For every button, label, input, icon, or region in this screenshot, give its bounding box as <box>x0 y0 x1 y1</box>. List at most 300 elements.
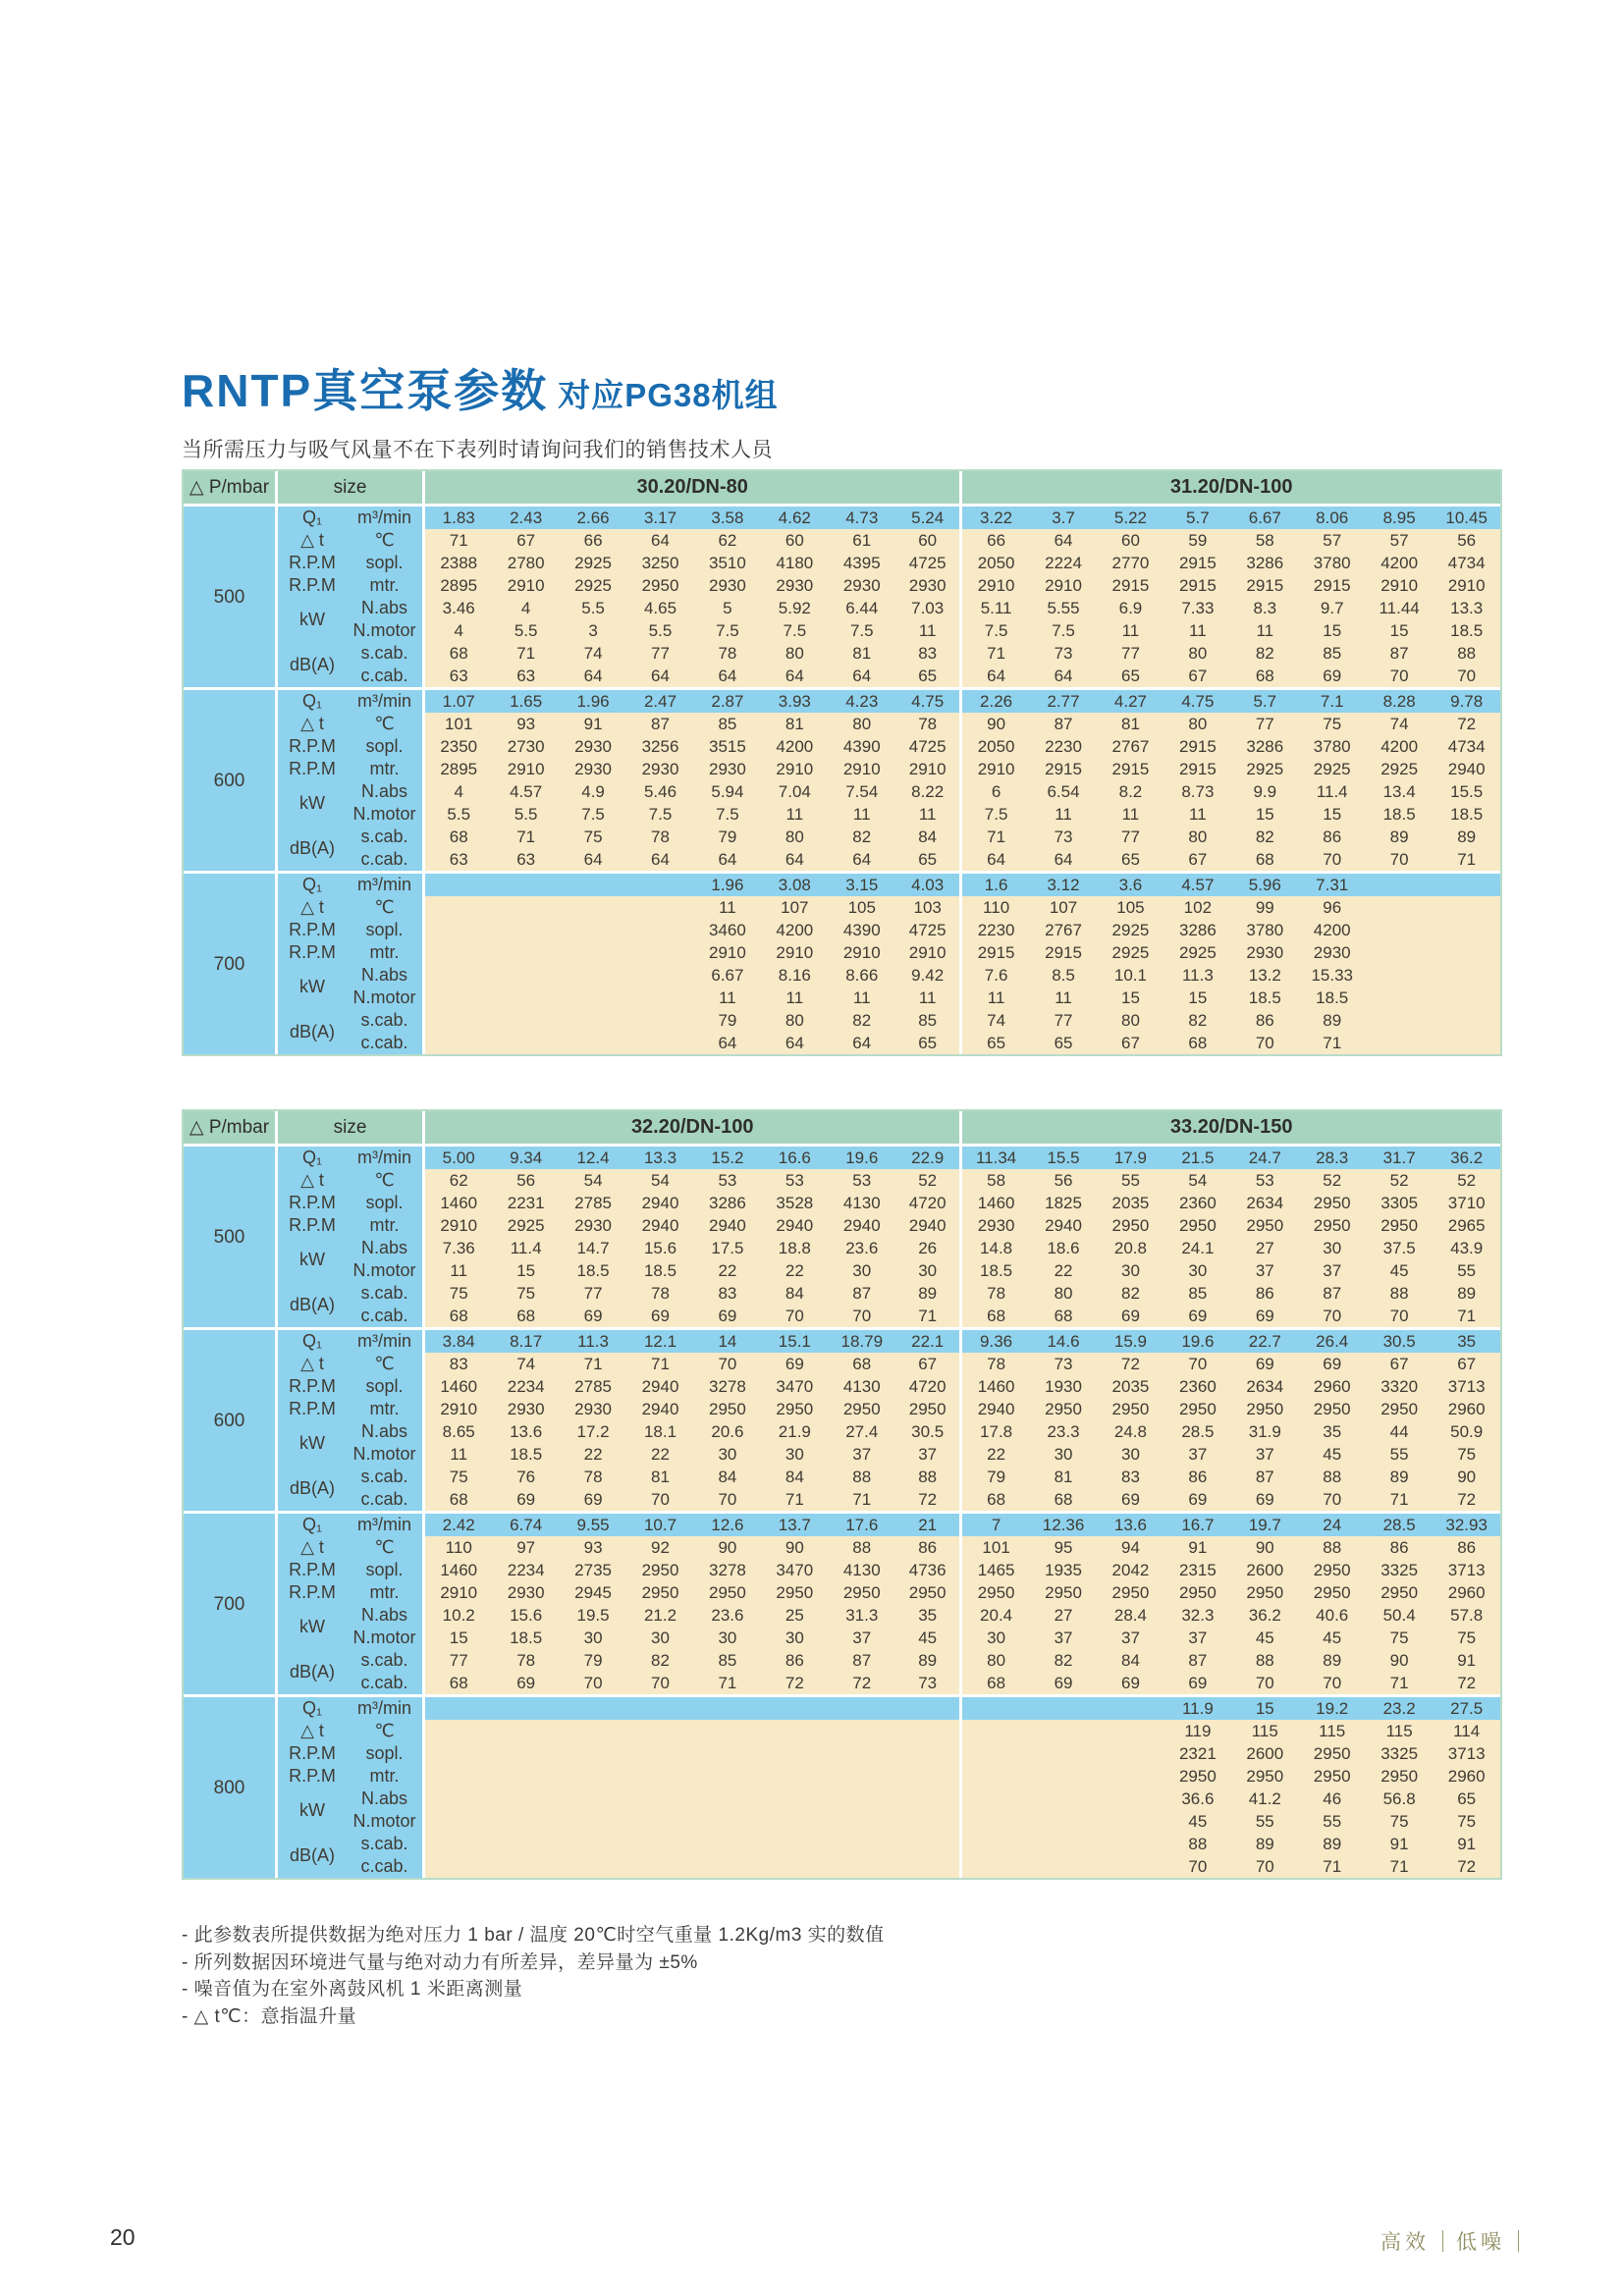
value-cell: 2910 <box>1433 574 1500 597</box>
value-cell: 2785 <box>560 1192 626 1214</box>
value-cell: 67 <box>1366 1353 1433 1375</box>
value-cell: 2780 <box>492 552 559 574</box>
value-cell: 7.33 <box>1164 597 1231 619</box>
value-cell <box>492 964 559 987</box>
value-cell: 15.5 <box>1030 1144 1097 1169</box>
value-cell: 78 <box>895 713 962 735</box>
value-cell <box>1097 1855 1163 1878</box>
value-cell: 82 <box>626 1649 693 1672</box>
value-cell <box>1030 1694 1097 1720</box>
value-cell: 7.5 <box>829 619 895 642</box>
value-cell: 70 <box>1299 848 1366 871</box>
value-cell: 70 <box>1299 1672 1366 1694</box>
value-cell: 89 <box>895 1649 962 1672</box>
unit-label: N.abs <box>347 1604 425 1627</box>
slogan-word: 高效 <box>1380 2231 1430 2254</box>
value-cell <box>761 1833 828 1855</box>
value-cell: 45 <box>1366 1259 1433 1282</box>
value-cell: 64 <box>761 665 828 687</box>
value-cell: 2915 <box>962 941 1029 964</box>
value-cell: 54 <box>560 1169 626 1192</box>
unit-label: s.cab. <box>347 1649 425 1672</box>
value-cell: 21.5 <box>1164 1144 1231 1169</box>
value-cell <box>895 1855 962 1878</box>
value-cell: 13.7 <box>761 1511 828 1536</box>
value-cell: 2.77 <box>1030 687 1097 713</box>
value-cell: 2950 <box>1030 1398 1097 1420</box>
value-cell: 2785 <box>560 1375 626 1398</box>
value-cell: 77 <box>626 642 693 665</box>
value-cell: 87 <box>1299 1282 1366 1305</box>
value-cell: 2.43 <box>492 504 559 529</box>
value-cell: 2925 <box>1097 941 1163 964</box>
unit-label: mtr. <box>347 574 425 597</box>
value-cell: 2940 <box>626 1375 693 1398</box>
value-cell: 9.55 <box>560 1511 626 1536</box>
value-cell: 80 <box>1097 1009 1163 1032</box>
value-cell: 70 <box>761 1305 828 1327</box>
value-cell: 6.67 <box>1231 504 1298 529</box>
value-cell <box>895 1833 962 1855</box>
value-cell: 1460 <box>425 1192 492 1214</box>
value-cell: 85 <box>1299 642 1366 665</box>
value-cell: 2950 <box>1164 1398 1231 1420</box>
value-cell: 70 <box>1231 1672 1298 1694</box>
value-cell: 65 <box>895 1032 962 1054</box>
value-cell: 20.8 <box>1097 1237 1163 1259</box>
value-cell: 5.55 <box>1030 597 1097 619</box>
value-cell: 3528 <box>761 1192 828 1214</box>
value-cell: 85 <box>1164 1282 1231 1305</box>
value-cell <box>962 1788 1029 1810</box>
value-cell: 4.73 <box>829 504 895 529</box>
value-cell: 57.8 <box>1433 1604 1500 1627</box>
pressure-column-header: △ P/mbar <box>184 1111 278 1144</box>
value-cell: 88 <box>829 1536 895 1559</box>
value-cell: 15 <box>1366 619 1433 642</box>
value-cell: 2915 <box>1097 574 1163 597</box>
value-cell: 2.66 <box>560 504 626 529</box>
value-cell <box>626 1855 693 1878</box>
value-cell: 2315 <box>1164 1559 1231 1581</box>
value-cell <box>626 987 693 1009</box>
param-label: Q₁ <box>278 871 347 896</box>
value-cell: 65 <box>962 1032 1029 1054</box>
value-cell: 30 <box>761 1627 828 1649</box>
value-cell: 80 <box>1164 826 1231 848</box>
value-cell <box>560 871 626 896</box>
value-cell: 69 <box>1299 665 1366 687</box>
value-cell: 2930 <box>560 1398 626 1420</box>
value-cell: 2950 <box>895 1398 962 1420</box>
value-cell: 8.95 <box>1366 504 1433 529</box>
value-cell: 75 <box>1433 1810 1500 1833</box>
unit-label: sopl. <box>347 919 425 941</box>
value-cell: 2915 <box>1164 758 1231 780</box>
value-cell: 71 <box>1366 1488 1433 1511</box>
value-cell: 65 <box>1097 848 1163 871</box>
footer-slogan <box>1380 2226 1519 2256</box>
value-cell: 64 <box>1030 665 1097 687</box>
value-cell: 2950 <box>761 1398 828 1420</box>
unit-label: sopl. <box>347 1559 425 1581</box>
unit-label: N.motor <box>347 1443 425 1466</box>
value-cell: 69 <box>492 1488 559 1511</box>
value-cell: 3325 <box>1366 1559 1433 1581</box>
unit-label: c.cab. <box>347 665 425 687</box>
value-cell: 83 <box>694 1282 761 1305</box>
value-cell: 67 <box>1164 665 1231 687</box>
value-cell <box>829 1788 895 1810</box>
value-cell: 30 <box>1030 1443 1097 1466</box>
param-label: dB(A) <box>278 1009 347 1054</box>
value-cell <box>694 1788 761 1810</box>
value-cell: 73 <box>1030 826 1097 848</box>
value-cell: 2910 <box>492 758 559 780</box>
value-cell: 86 <box>1433 1536 1500 1559</box>
value-cell: 44 <box>1366 1420 1433 1443</box>
value-cell <box>1097 1788 1163 1810</box>
value-cell: 4130 <box>829 1375 895 1398</box>
size-column-header: size <box>278 471 425 504</box>
value-cell: 15 <box>1299 619 1366 642</box>
value-cell: 11 <box>895 987 962 1009</box>
value-cell: 90 <box>1433 1466 1500 1488</box>
value-cell: 30 <box>694 1443 761 1466</box>
value-cell: 6.44 <box>829 597 895 619</box>
value-cell: 2360 <box>1164 1192 1231 1214</box>
value-cell: 77 <box>1030 1009 1097 1032</box>
value-cell: 86 <box>1366 1536 1433 1559</box>
value-cell: 11 <box>694 987 761 1009</box>
value-cell: 75 <box>1433 1443 1500 1466</box>
unit-label: s.cab. <box>347 642 425 665</box>
value-cell: 6 <box>962 780 1029 803</box>
value-cell: 30.5 <box>1366 1327 1433 1353</box>
value-cell: 4720 <box>895 1192 962 1214</box>
value-cell: 18.5 <box>492 1627 559 1649</box>
value-cell: 4.27 <box>1097 687 1163 713</box>
value-cell <box>492 871 559 896</box>
value-cell: 2950 <box>1164 1581 1231 1604</box>
value-cell: 72 <box>895 1488 962 1511</box>
value-cell: 64 <box>962 665 1029 687</box>
value-cell: 59 <box>1164 529 1231 552</box>
value-cell: 115 <box>1231 1720 1298 1742</box>
value-cell: 80 <box>1030 1282 1097 1305</box>
value-cell: 11 <box>761 987 828 1009</box>
value-cell: 67 <box>1433 1353 1500 1375</box>
value-cell: 2950 <box>626 1559 693 1581</box>
value-cell: 70 <box>694 1488 761 1511</box>
value-cell <box>626 896 693 919</box>
value-cell <box>1097 1742 1163 1765</box>
value-cell: 2950 <box>1299 1581 1366 1604</box>
unit-label: mtr. <box>347 758 425 780</box>
value-cell: 82 <box>1231 642 1298 665</box>
value-cell: 3.84 <box>425 1327 492 1353</box>
value-cell: 72 <box>761 1672 828 1694</box>
value-cell: 67 <box>895 1353 962 1375</box>
value-cell: 2915 <box>1164 735 1231 758</box>
value-cell: 63 <box>425 665 492 687</box>
value-cell: 2388 <box>425 552 492 574</box>
value-cell: 2050 <box>962 552 1029 574</box>
value-cell: 11 <box>895 619 962 642</box>
value-cell: 3713 <box>1433 1559 1500 1581</box>
value-cell: 30 <box>895 1259 962 1282</box>
size-column-header: size <box>278 1111 425 1144</box>
value-cell: 30.5 <box>895 1420 962 1443</box>
value-cell: 3460 <box>694 919 761 941</box>
value-cell: 12.4 <box>560 1144 626 1169</box>
value-cell: 11 <box>1164 619 1231 642</box>
value-cell: 68 <box>962 1672 1029 1694</box>
value-cell: 9.36 <box>962 1327 1029 1353</box>
value-cell: 37 <box>1299 1259 1366 1282</box>
value-cell: 2950 <box>1299 1765 1366 1788</box>
value-cell: 20.4 <box>962 1604 1029 1627</box>
value-cell: 9.9 <box>1231 780 1298 803</box>
value-cell: 12.1 <box>626 1327 693 1353</box>
value-cell: 65 <box>1030 1032 1097 1054</box>
value-cell: 67 <box>492 529 559 552</box>
value-cell: 77 <box>1097 642 1163 665</box>
value-cell: 50.4 <box>1366 1604 1433 1627</box>
value-cell: 2940 <box>895 1214 962 1237</box>
value-cell: 78 <box>626 1282 693 1305</box>
value-cell: 7.03 <box>895 597 962 619</box>
value-cell: 95 <box>1030 1536 1097 1559</box>
value-cell: 90 <box>694 1536 761 1559</box>
value-cell: 71 <box>694 1672 761 1694</box>
value-cell: 13.3 <box>626 1144 693 1169</box>
value-cell <box>1030 1765 1097 1788</box>
value-cell: 11 <box>694 896 761 919</box>
value-cell: 2930 <box>895 574 962 597</box>
value-cell: 2231 <box>492 1192 559 1214</box>
value-cell: 3286 <box>1231 735 1298 758</box>
unit-label: c.cab. <box>347 848 425 871</box>
value-cell: 2234 <box>492 1375 559 1398</box>
value-cell: 70 <box>1299 1305 1366 1327</box>
slogan-divider <box>1442 2230 1443 2252</box>
value-cell: 19.2 <box>1299 1694 1366 1720</box>
value-cell: 83 <box>1097 1466 1163 1488</box>
value-cell: 70 <box>560 1672 626 1694</box>
value-cell: 69 <box>1097 1305 1163 1327</box>
value-cell: 70 <box>626 1672 693 1694</box>
value-cell <box>1433 1032 1500 1054</box>
value-cell: 2950 <box>1231 1398 1298 1420</box>
value-cell: 107 <box>1030 896 1097 919</box>
value-cell: 15 <box>492 1259 559 1282</box>
value-cell: 2950 <box>1097 1398 1163 1420</box>
value-cell: 23.6 <box>694 1604 761 1627</box>
unit-label: m³/min <box>347 871 425 896</box>
unit-label: ℃ <box>347 1169 425 1192</box>
value-cell: 71 <box>962 642 1029 665</box>
param-label: Q₁ <box>278 687 347 713</box>
unit-label: s.cab. <box>347 1466 425 1488</box>
unit-label: s.cab. <box>347 1009 425 1032</box>
value-cell: 2910 <box>829 758 895 780</box>
value-cell: 1460 <box>962 1375 1029 1398</box>
value-cell: 1460 <box>425 1375 492 1398</box>
value-cell: 58 <box>962 1169 1029 1192</box>
unit-label: s.cab. <box>347 1833 425 1855</box>
value-cell <box>626 1694 693 1720</box>
value-cell: 2910 <box>425 1214 492 1237</box>
value-cell <box>1366 919 1433 941</box>
value-cell <box>560 1833 626 1855</box>
value-cell: 3.12 <box>1030 871 1097 896</box>
value-cell: 64 <box>694 1032 761 1054</box>
value-cell: 72 <box>1433 1855 1500 1878</box>
value-cell: 64 <box>761 848 828 871</box>
value-cell: 7.31 <box>1299 871 1366 896</box>
value-cell: 57 <box>1299 529 1366 552</box>
value-cell: 2042 <box>1097 1559 1163 1581</box>
value-cell: 2035 <box>1097 1375 1163 1398</box>
value-cell: 3286 <box>1231 552 1298 574</box>
value-cell <box>895 1765 962 1788</box>
value-cell: 75 <box>560 826 626 848</box>
value-cell: 2950 <box>1299 1559 1366 1581</box>
value-cell: 78 <box>962 1282 1029 1305</box>
value-cell: 24.1 <box>1164 1237 1231 1259</box>
value-cell: 87 <box>1231 1466 1298 1488</box>
value-cell: 4395 <box>829 552 895 574</box>
value-cell: 5.92 <box>761 597 828 619</box>
param-label: Q₁ <box>278 1327 347 1353</box>
value-cell: 45 <box>1231 1627 1298 1649</box>
value-cell: 57 <box>1366 529 1433 552</box>
value-cell <box>761 1742 828 1765</box>
value-cell: 2925 <box>1097 919 1163 941</box>
value-cell <box>761 1694 828 1720</box>
value-cell: 3320 <box>1366 1375 1433 1398</box>
value-cell: 5.94 <box>694 780 761 803</box>
value-cell: 71 <box>425 529 492 552</box>
value-cell: 75 <box>425 1282 492 1305</box>
value-cell: 22.9 <box>895 1144 962 1169</box>
value-cell <box>829 1810 895 1833</box>
value-cell <box>761 1720 828 1742</box>
value-cell: 80 <box>761 826 828 848</box>
value-cell: 9.78 <box>1433 687 1500 713</box>
value-cell: 2770 <box>1097 552 1163 574</box>
param-label: R.P.M <box>278 552 347 574</box>
value-cell: 2930 <box>626 758 693 780</box>
unit-label: m³/min <box>347 1511 425 1536</box>
value-cell: 86 <box>1299 826 1366 848</box>
value-cell <box>761 1765 828 1788</box>
value-cell: 4.23 <box>829 687 895 713</box>
unit-label: s.cab. <box>347 826 425 848</box>
value-cell: 3.46 <box>425 597 492 619</box>
value-cell <box>1030 1833 1097 1855</box>
value-cell: 71 <box>829 1488 895 1511</box>
value-cell <box>492 941 559 964</box>
footnotes <box>182 1922 885 2030</box>
value-cell <box>829 1720 895 1742</box>
value-cell: 8.06 <box>1299 504 1366 529</box>
value-cell: 2940 <box>829 1214 895 1237</box>
value-cell: 18.8 <box>761 1237 828 1259</box>
value-cell: 1460 <box>425 1559 492 1581</box>
value-cell: 91 <box>1164 1536 1231 1559</box>
unit-label: N.motor <box>347 1627 425 1649</box>
value-cell: 69 <box>1231 1488 1298 1511</box>
unit-label: ℃ <box>347 1720 425 1742</box>
value-cell <box>425 1009 492 1032</box>
value-cell: 71 <box>1433 1305 1500 1327</box>
value-cell: 14.8 <box>962 1237 1029 1259</box>
value-cell: 7 <box>962 1511 1029 1536</box>
value-cell: 2910 <box>492 574 559 597</box>
value-cell: 64 <box>829 1032 895 1054</box>
param-label: Q₁ <box>278 1511 347 1536</box>
value-cell: 9.34 <box>492 1144 559 1169</box>
value-cell: 2.42 <box>425 1511 492 1536</box>
value-cell: 17.9 <box>1097 1144 1163 1169</box>
value-cell: 73 <box>1030 642 1097 665</box>
value-cell <box>560 1032 626 1054</box>
value-cell: 91 <box>1366 1833 1433 1855</box>
value-cell: 90 <box>1366 1649 1433 1672</box>
value-cell: 8.5 <box>1030 964 1097 987</box>
value-cell: 4725 <box>895 552 962 574</box>
value-cell: 69 <box>1097 1488 1163 1511</box>
param-label: R.P.M <box>278 1581 347 1604</box>
value-cell: 2950 <box>829 1398 895 1420</box>
value-cell: 1460 <box>962 1192 1029 1214</box>
value-cell <box>560 1009 626 1032</box>
value-cell: 2915 <box>1164 574 1231 597</box>
value-cell <box>492 987 559 1009</box>
footnote-line: - 噪音值为在室外离鼓风机 1 米距离测量 <box>182 1979 523 2000</box>
value-cell: 78 <box>626 826 693 848</box>
unit-label: ℃ <box>347 1353 425 1375</box>
param-label: R.P.M <box>278 758 347 780</box>
value-cell: 68 <box>1030 1305 1097 1327</box>
param-label: △ t <box>278 1169 347 1192</box>
value-cell: 91 <box>1433 1649 1500 1672</box>
value-cell <box>425 1855 492 1878</box>
value-cell: 103 <box>895 896 962 919</box>
value-cell: 53 <box>829 1169 895 1192</box>
value-cell: 71 <box>1366 1672 1433 1694</box>
value-cell: 18.5 <box>1299 987 1366 1009</box>
value-cell: 2950 <box>626 574 693 597</box>
value-cell <box>1366 896 1433 919</box>
value-cell: 21 <box>895 1511 962 1536</box>
value-cell: 2950 <box>761 1581 828 1604</box>
value-cell: 3515 <box>694 735 761 758</box>
value-cell: 66 <box>962 529 1029 552</box>
value-cell: 11 <box>962 987 1029 1009</box>
value-cell: 78 <box>560 1466 626 1488</box>
value-cell: 71 <box>962 826 1029 848</box>
value-cell: 70 <box>1433 665 1500 687</box>
value-cell: 72 <box>1433 713 1500 735</box>
value-cell <box>694 1833 761 1855</box>
value-cell: 14.6 <box>1030 1327 1097 1353</box>
unit-label: s.cab. <box>347 1282 425 1305</box>
value-cell: 22 <box>626 1443 693 1466</box>
value-cell: 2767 <box>1097 735 1163 758</box>
